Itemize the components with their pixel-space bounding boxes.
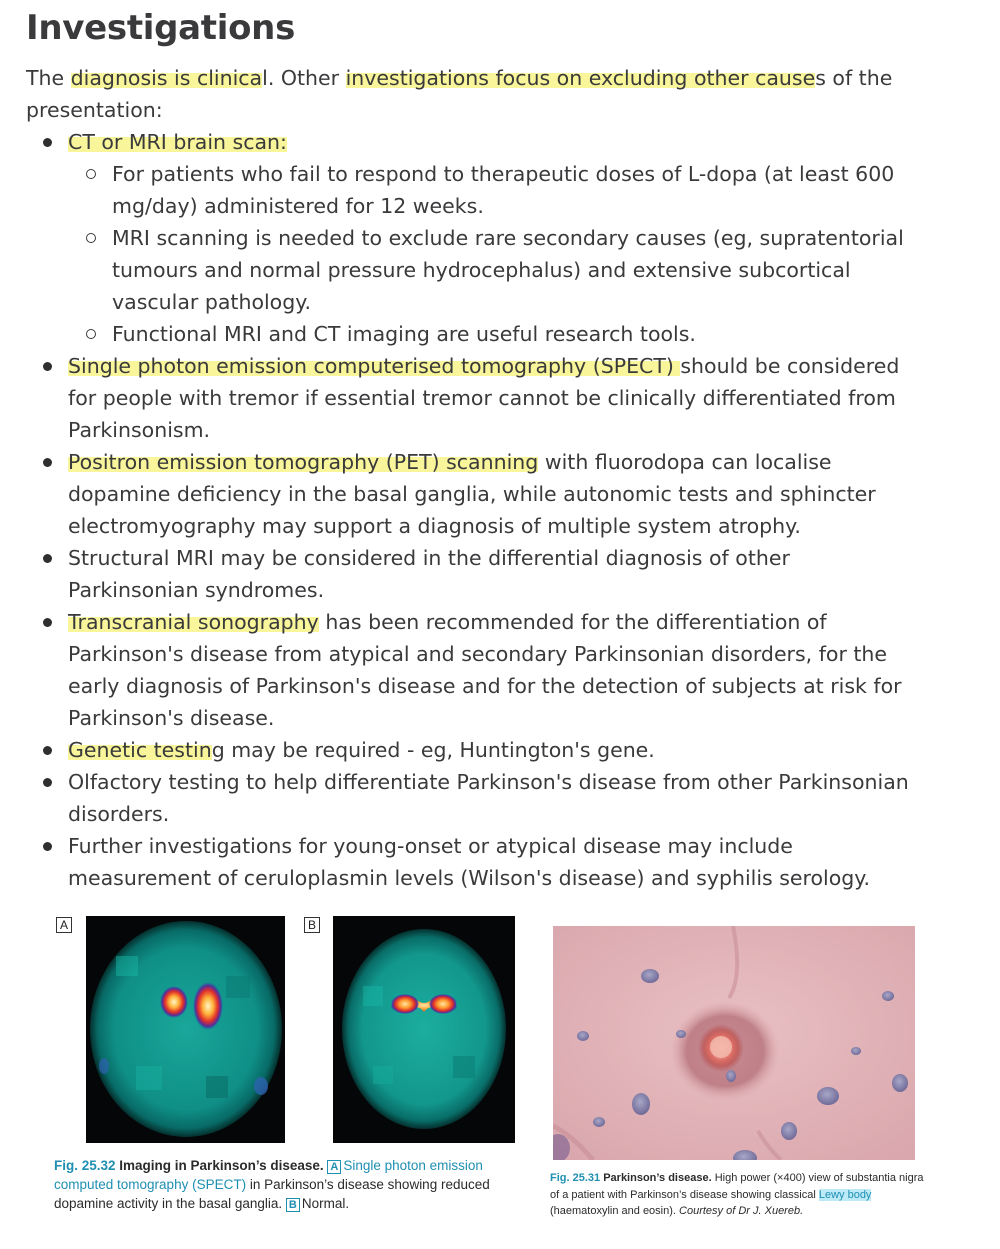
list-item-olfactory: Olfactory testing to help differentiate Parkinson's disease from other Parkinsonian disorders. [26,766,926,830]
investigations-list [26,126,926,894]
lewy-body-micrograph [553,926,915,1160]
item-text: g may be required - eg, Huntington's gene. [211,738,655,762]
page-title: Investigations [26,8,296,48]
caption-text: in Parkinson’s disease showing reduced dopamine activity in the basal ganglia. [54,1177,490,1211]
figure-25-32-caption [54,1156,499,1213]
list-item-spect [26,350,926,446]
panel-ref-b: B [286,1198,300,1212]
item-text: should be considered for people with tremor if essential tremor cannot be clinically differentiated from Parkinsonism. [68,354,900,442]
figure-number: Fig. 25.31 [550,1172,601,1184]
figure-title: Parkinson’s disease. [603,1172,712,1184]
list-item-structural-mri: Structural MRI may be considered in the differential diagnosis of other Parkinsonian syndromes. [26,542,926,606]
list-item-pet [26,446,926,542]
figure-title: Imaging in Parkinson’s disease. [119,1158,324,1173]
intro-text: l. Other [262,66,346,90]
lewy-body-link-text: Lewy body [818,1188,872,1201]
panel-label-a: A [56,917,72,933]
sub-list-item: For patients who fail to respond to therapeutic doses of L-dopa (at least 600 mg/day) administered for 12 weeks. [68,158,926,222]
sub-list [68,158,926,350]
sub-list-item: MRI scanning is needed to exclude rare secondary causes (eg, supratentorial tumours and normal pressure hydrocephalus) and extensive subcortical vascular pathology. [68,222,926,318]
intro-text: s of the presentation: [26,66,893,122]
caption-text: (haematoxylin and eosin). [550,1205,676,1217]
sub-list-item: Functional MRI and CT imaging are useful research tools. [68,318,926,350]
document-body [26,6,926,894]
spect-scan-a [86,916,285,1143]
list-item-further: Further investigations for young-onset or atypical disease may include measurement of ceruloplasmin levels (Wilson's disease) and syphilis serology. [26,830,926,894]
figure-25-31-caption [550,1170,930,1220]
intro-text: The [26,66,71,90]
list-item-genetic [26,734,926,766]
item-text: with fluorodopa can localise dopamine deficiency in the basal ganglia, while autonomic tests and sphincter electromyography may support a diagnosis of multiple system atrophy. [68,450,876,538]
highlight: Genetic testin [68,738,212,762]
intro-paragraph [26,62,906,126]
list-item-ct-mri [26,126,926,350]
caption-text: High power (×400) view of substantia nigra of a patient with Parkinson’s disease showing classical [550,1172,924,1201]
caption-text: Normal. [301,1196,350,1211]
highlight: CT or MRI brain scan: [68,130,287,154]
highlight: Transcranial sonography [68,610,319,634]
highlight: Positron emission tomography (PET) scanning [68,450,539,474]
highlight: investigations focus on excluding other cause [345,66,816,90]
list-item-sonography [26,606,926,734]
panel-ref-a: A [327,1160,341,1174]
figure-number: Fig. 25.32 [54,1158,116,1173]
item-text: has been recommended for the differentiation of Parkinson's disease from atypical and secondary Parkinsonian disorders, for the early diagnosis of Parkinson's disease and for the detection of subjects at risk for Parkinson's disease. [68,610,902,730]
panel-label-b: B [304,917,320,933]
spect-scan-b [333,916,515,1143]
highlight: diagnosis is clinica [70,66,263,90]
spect-link-text: Single photon emission computed tomography (SPECT) [54,1158,483,1192]
highlight: Single photon emission computerised tomography (SPECT) [68,354,681,378]
caption-courtesy: Courtesy of Dr J. Xuereb. [679,1205,804,1217]
